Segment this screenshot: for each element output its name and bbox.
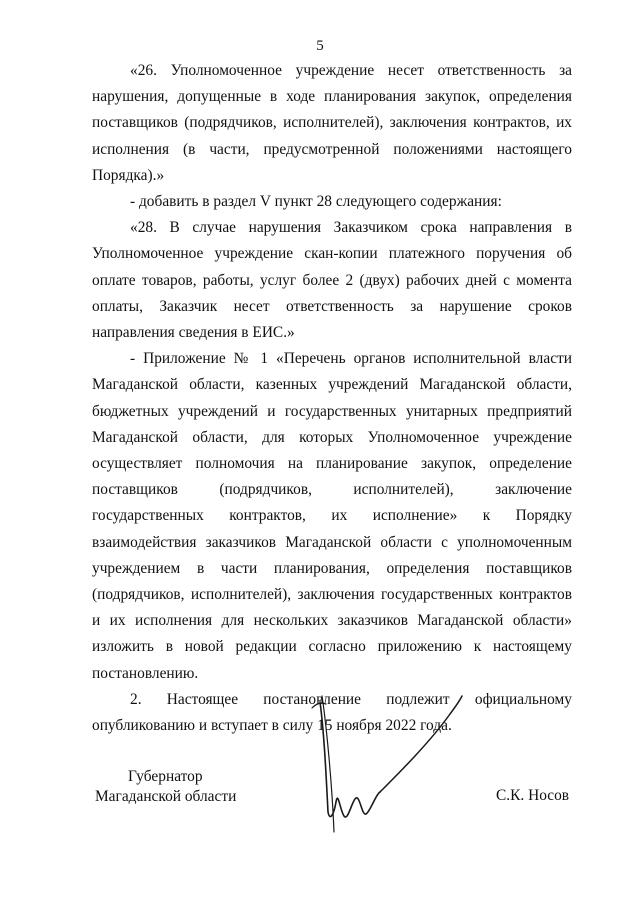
signatory-title bbox=[95, 767, 236, 807]
signatory-name: С.К. Носов bbox=[496, 787, 570, 804]
handwritten-signature bbox=[300, 682, 500, 842]
paragraph-item-28: «28. В случае нарушения Заказчиком срока направления в Уполномоченное учреждение скан-копии платежного поручения об оплате товаров, работы, услуг более 2 (двух) рабочих дней с момента оплаты, Заказчик несет ответственность за нарушение сроков направления сведения в ЕИС.» bbox=[92, 219, 572, 342]
page-number: 5 bbox=[316, 38, 324, 54]
document-body bbox=[92, 58, 572, 739]
paragraph-add-section: - добавить в раздел V пункт 28 следующего содержания: bbox=[130, 193, 502, 211]
paragraph-item-26: «26. Уполномоченное учреждение несет ответственность за нарушения, допущенные в ходе планирования закупок, определения поставщиков (подрядчиков, исполнителей), заключения контрактов, их исполнения (в части, предусмотренной положениями настоящего Порядка).» bbox=[92, 62, 572, 184]
signatory-title-line2: Магаданской области bbox=[95, 788, 237, 805]
paragraph-publication: 2. Настоящее постановление подлежит официальному опубликованию и вступает в силу 15 ноября 2022 года. bbox=[92, 690, 572, 735]
signatory-title-line1: Губернатор bbox=[128, 768, 203, 785]
paragraph-appendix: - Приложение № 1 «Перечень органов исполнительной власти Магаданской области, казенных учреждений Магаданской области, бюджетных учреждений и государственных унитарных предприятий Магаданской области, для которых Уполномоченное учреждение осуществляет полномочия на планирование закупок, определение поставщиков (подрядчиков, исполнителей), заключение государственных контрактов, их исполнение» к Порядку взаимодействия заказчиков Магаданской области с уполномоченным учреждением в части планирования, определения поставщиков (подрядчиков, исполнителей), заключения государственных контрактов и их исполнения для нескольких заказчиков Магаданской области» изложить в новой редакции согласно приложению к настоящему постановлению. bbox=[92, 350, 572, 682]
